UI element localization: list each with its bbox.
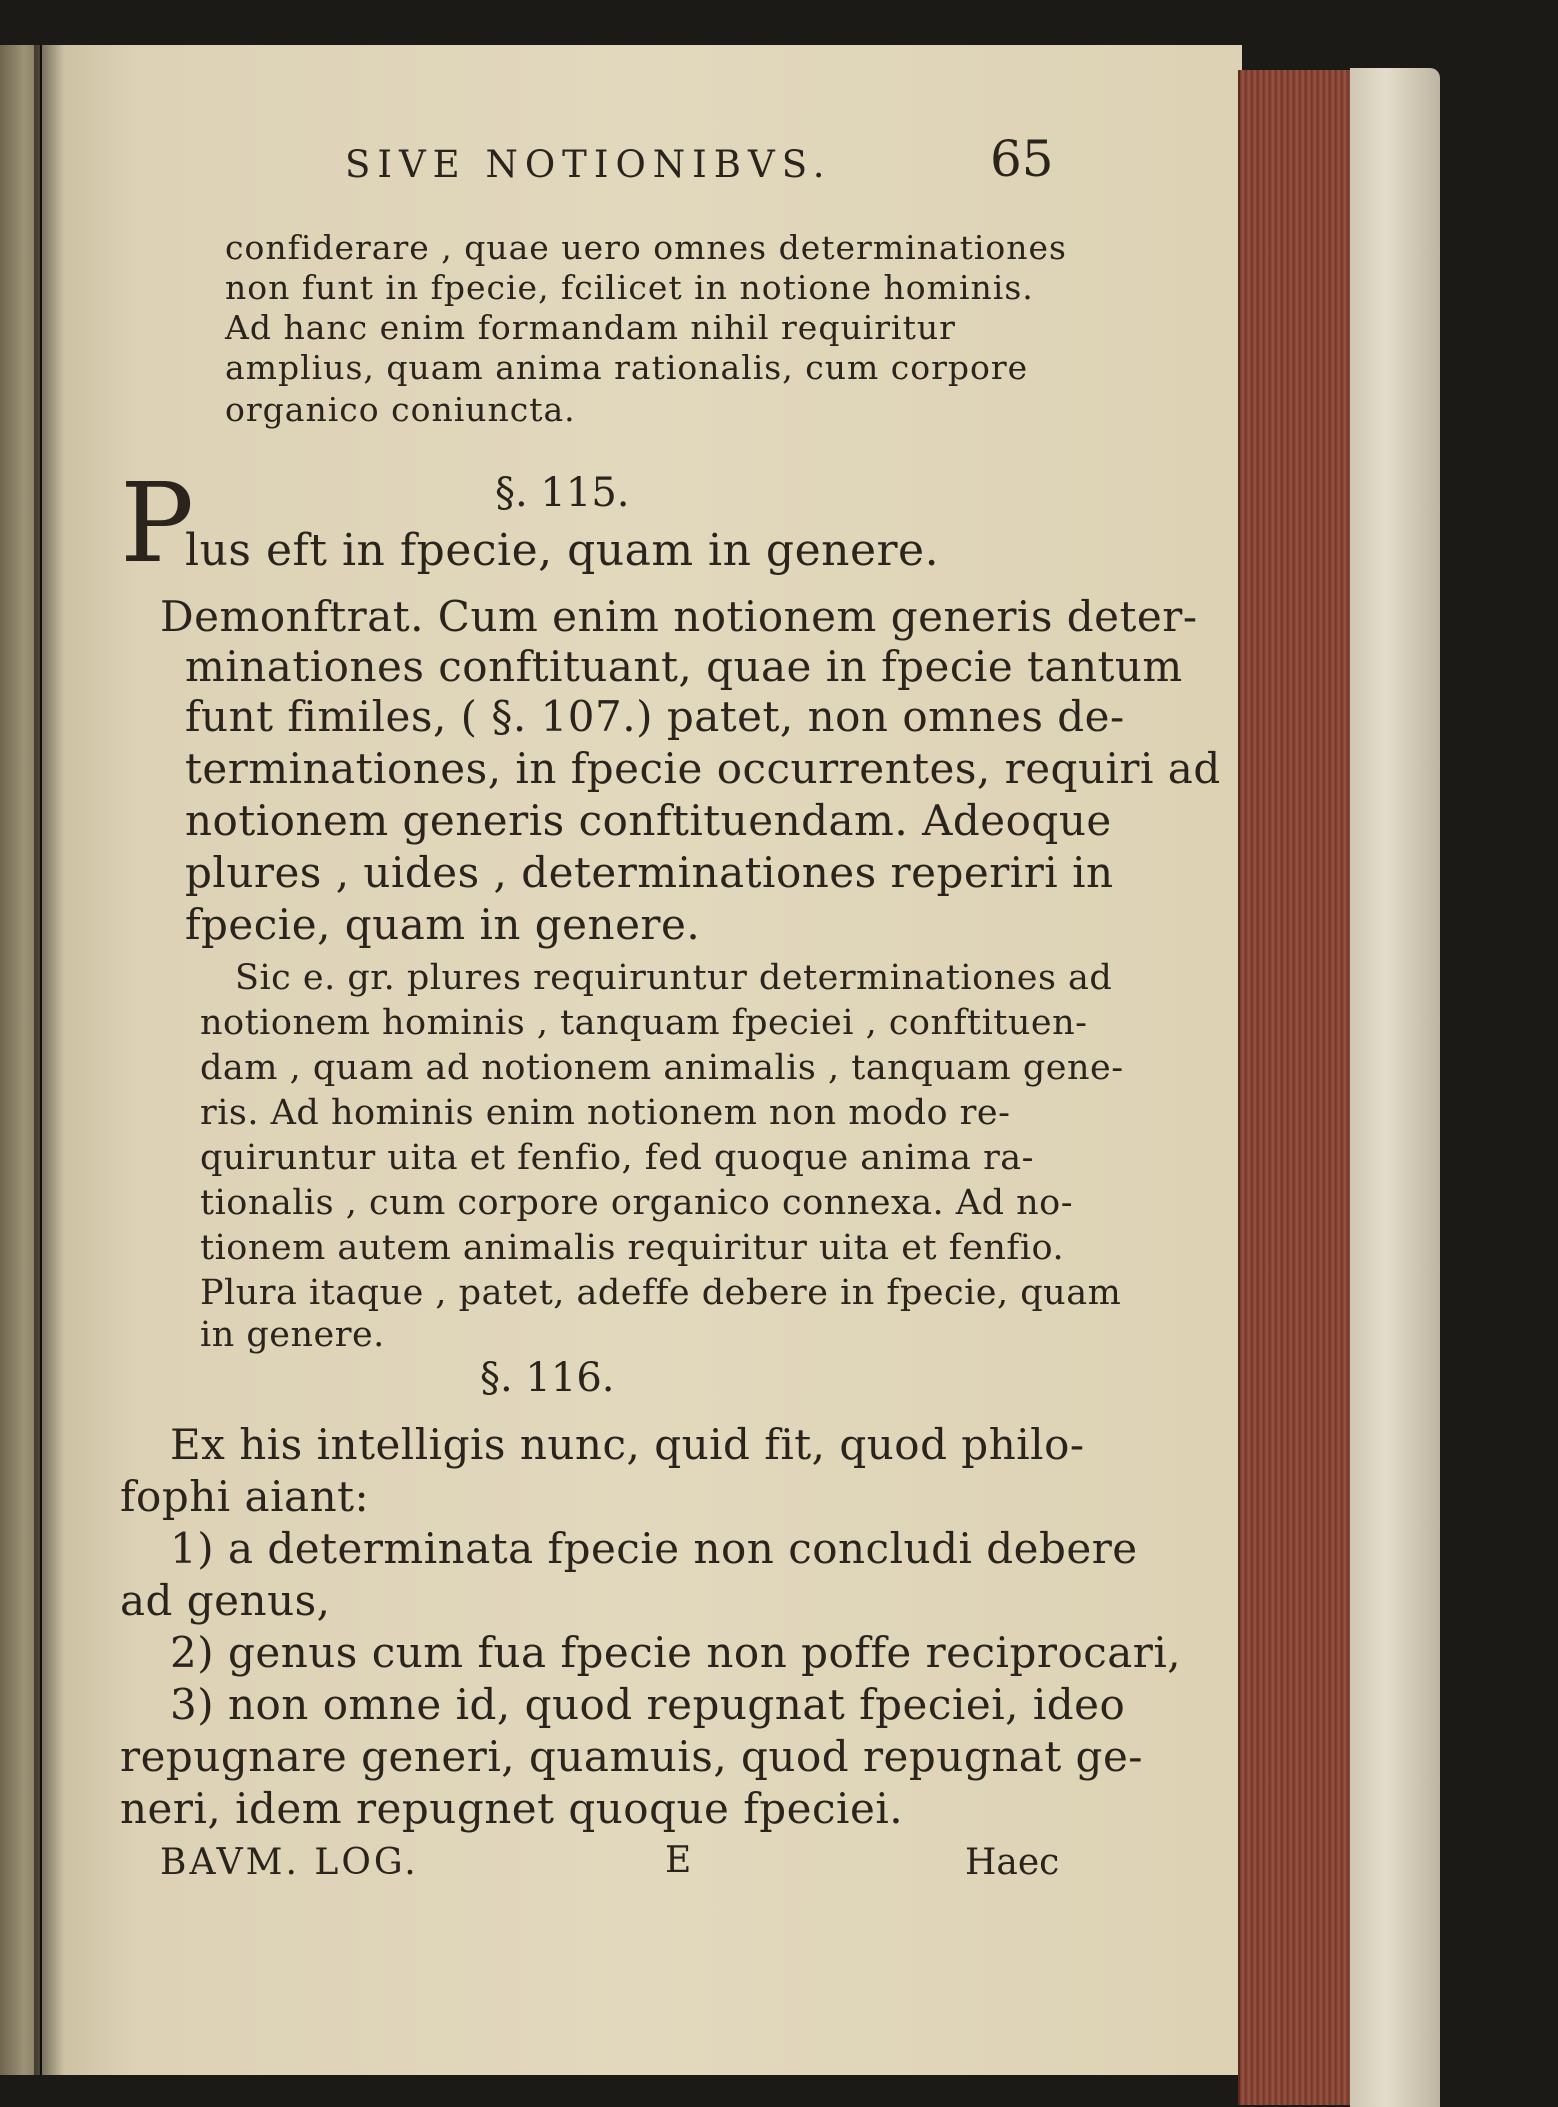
example-line: in genere.	[200, 1315, 385, 1355]
page-edges	[1238, 70, 1355, 2105]
demonstration-line: Demonftrat. Cum enim notionem generis deter-	[160, 592, 1198, 641]
demonstration-line: terminationes, in fpecie occurrentes, requiri ad	[185, 744, 1221, 793]
book-cover-board	[1350, 68, 1440, 2107]
section-number-116: §. 116.	[480, 1355, 615, 1401]
catchword: Haec	[965, 1842, 1060, 1883]
signature-mark: E	[665, 1840, 695, 1881]
example-line: Plura itaque , patet, adeffe debere in fpecie, quam	[200, 1273, 1122, 1313]
running-title: SIVE NOTIONIBVS.	[345, 143, 832, 186]
demonstration-line: plures , uides , determinationes reperiri in	[185, 848, 1114, 897]
example-line: Sic e. gr. plures requiruntur determinationes ad	[235, 958, 1113, 998]
section-116-line: neri, idem repugnet quoque fpeciei.	[120, 1784, 904, 1833]
section-116-line: Ex his intelligis nunc, quid fit, quod philo-	[170, 1420, 1085, 1469]
demonstration-line: funt fimiles, ( §. 107.) patet, non omnes de-	[185, 692, 1125, 741]
section-number-115: §. 115.	[495, 470, 630, 516]
drop-cap: P	[120, 459, 195, 587]
example-line: ris. Ad hominis enim notionem non modo re-	[200, 1093, 1011, 1133]
intro-line: amplius, quam anima rationalis, cum corpore	[225, 348, 1029, 387]
example-line: tionem autem animalis requiritur uita et fenfio.	[200, 1228, 1065, 1268]
signature-title: BAVM. LOG.	[160, 1842, 419, 1883]
example-line: tionalis , cum corpore organico connexa. Ad no-	[200, 1183, 1074, 1223]
intro-line: organico coniuncta.	[225, 390, 576, 429]
example-line: dam , quam ad notionem animalis , tanquam gene-	[200, 1048, 1124, 1088]
intro-line: non funt in fpecie, fcilicet in notione hominis.	[225, 268, 1034, 307]
example-line: notionem hominis , tanquam fpeciei , conftituen-	[200, 1003, 1088, 1043]
page-number: 65	[990, 130, 1054, 188]
section-116-line: 1) a determinata fpecie non concludi debere	[170, 1524, 1138, 1573]
spine-shadow	[34, 45, 64, 2075]
section-116-line: fophi aiant:	[120, 1472, 370, 1521]
demonstration-line: notionem generis conftituendam. Adeoque	[185, 796, 1112, 845]
example-line: quiruntur uita et fenfio, fed quoque anima ra-	[200, 1138, 1034, 1178]
section-116-line: 3) non omne id, quod repugnat fpeciei, ideo	[170, 1680, 1126, 1729]
section-116-line: repugnare generi, quamuis, quod repugnat ge-	[120, 1732, 1143, 1781]
section-116-line: 2) genus cum fua fpecie non poffe reciprocari,	[170, 1628, 1182, 1677]
intro-line: confiderare , quae uero omnes determinationes	[225, 228, 1067, 267]
demonstration-line: fpecie, quam in genere.	[185, 900, 701, 949]
section-116-line: ad genus,	[120, 1576, 331, 1625]
proposition: lus eft in fpecie, quam in genere.	[185, 525, 940, 576]
intro-line: Ad hanc enim formandam nihil requiritur	[225, 308, 956, 347]
demonstration-line: minationes conftituant, quae in fpecie tantum	[185, 642, 1183, 691]
